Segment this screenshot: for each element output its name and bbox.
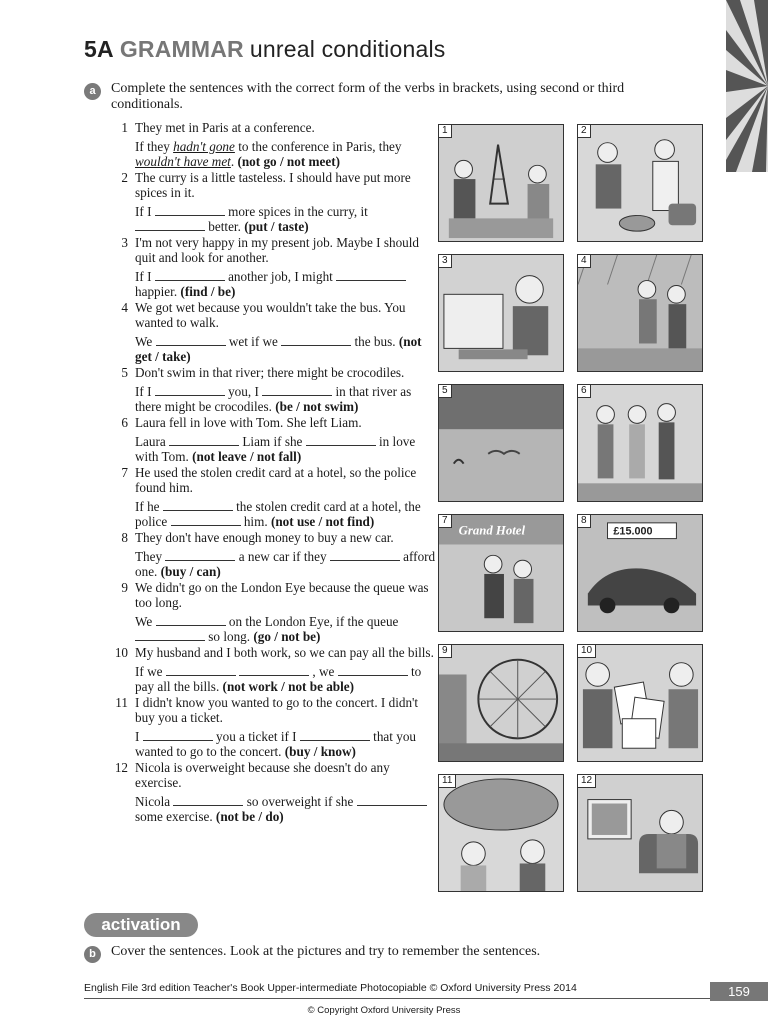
illustration	[439, 775, 563, 891]
item-prompt: If he the stolen credit card at a hotel, the police him. (not use / not find)	[135, 499, 421, 529]
answer-blank[interactable]	[155, 204, 225, 216]
answer-2: wouldn't have met	[135, 154, 231, 169]
picture-number: 8	[578, 515, 591, 528]
picture-11	[438, 774, 564, 892]
item-number: 3	[121, 235, 128, 250]
exercise-item	[112, 530, 437, 579]
verb-hint: (not go / not meet)	[237, 154, 340, 169]
item-stem: I didn't know you wanted to go to the concert. I didn't buy you a ticket.	[135, 695, 419, 725]
item-prompt: If I you, I in that river as there might be crocodiles. (be / not swim)	[135, 384, 412, 414]
exercise-item	[112, 365, 437, 414]
picture-10	[577, 644, 703, 762]
item-number: 4	[121, 300, 128, 315]
answer-blank[interactable]	[156, 614, 226, 626]
item-stem: We didn't go on the London Eye because the queue was too long.	[135, 580, 429, 610]
item-number: 7	[121, 465, 128, 480]
item-number: 11	[115, 695, 128, 710]
answer-blank[interactable]	[163, 499, 233, 511]
answer-blank[interactable]	[135, 219, 205, 231]
exercise-a-instruction: Complete the sentences with the correct form of the verbs in brackets, using second or third conditionals.	[111, 81, 625, 112]
book-title: English File 3rd edition Teacher's Book Upper-intermediate	[84, 982, 358, 994]
item-number: 8	[121, 530, 128, 545]
verb-hint: (not use / not find)	[270, 514, 375, 529]
item-number: 5	[121, 365, 128, 380]
item-number: 1	[121, 120, 128, 135]
corner-sunburst-decoration	[726, 0, 768, 172]
footer-rule	[84, 998, 768, 999]
answer-blank[interactable]	[156, 334, 226, 346]
verb-hint: (be / not swim)	[275, 399, 359, 414]
answer-blank[interactable]	[338, 664, 408, 676]
answer-blank[interactable]	[135, 629, 205, 641]
item-stem: My husband and I both work, so we can pay all the bills.	[135, 645, 434, 660]
copyright-line: © Copyright Oxford University Press	[307, 1005, 461, 1016]
item-stem: Don't swim in that river; there might be crocodiles.	[135, 365, 405, 380]
answer-blank[interactable]	[330, 549, 400, 561]
exercise-a-badge: a	[84, 83, 101, 100]
verb-hint: (not work / not be able)	[222, 679, 355, 694]
item-stem: They don't have enough money to buy a new car.	[135, 530, 394, 545]
item-stem: Nicola is overweight because she doesn't do any exercise.	[135, 760, 390, 790]
picture-number: 6	[578, 385, 591, 398]
item-stem: Laura fell in love with Tom. She left Liam.	[135, 415, 362, 430]
picture-9	[438, 644, 564, 762]
verb-hint: (buy / can)	[160, 564, 221, 579]
verb-hint: (not leave / not fall)	[192, 449, 302, 464]
illustration	[439, 645, 563, 761]
item-number: 9	[121, 580, 128, 595]
answer-blank[interactable]	[155, 384, 225, 396]
picture-3	[438, 254, 564, 372]
illustration	[578, 645, 702, 761]
exercise-list	[112, 120, 437, 825]
answer-1: hadn't gone	[173, 139, 235, 154]
item-prompt: If I another job, I might happier. (find / be)	[135, 269, 437, 299]
picture-number: 10	[578, 645, 596, 658]
footer-credit	[84, 982, 577, 994]
illustration	[439, 255, 563, 371]
illustration	[578, 515, 702, 631]
section-label: GRAMMAR	[119, 36, 244, 62]
picture-number: 4	[578, 255, 591, 268]
exercise-item	[112, 300, 437, 364]
picture-4	[577, 254, 703, 372]
exercise-item	[112, 695, 437, 759]
item-prompt: Nicola so overweight if she some exercise. (not be / do)	[135, 794, 437, 824]
answer-blank[interactable]	[155, 269, 225, 281]
unit-code: 5A	[84, 36, 114, 62]
item-prompt: We on the London Eye, if the queue so long. (go / not be)	[135, 614, 399, 644]
verb-hint: (buy / know)	[284, 744, 356, 759]
illustration	[578, 255, 702, 371]
illustration	[578, 385, 702, 501]
picture-6	[577, 384, 703, 502]
answer-blank[interactable]	[165, 549, 235, 561]
picture-number: 12	[578, 775, 596, 788]
page-number: 159	[710, 982, 768, 1001]
exercise-item	[112, 760, 437, 824]
answer-blank[interactable]	[171, 514, 241, 526]
verb-hint: (put / taste)	[244, 219, 309, 234]
exercise-b-instruction: Cover the sentences. Look at the pictures and try to remember the sentences.	[111, 944, 541, 959]
item-stem: They met in Paris at a conference.	[135, 120, 315, 135]
item-prompt: They a new car if they afford one. (buy / can)	[135, 549, 436, 579]
item-prompt: If we , we to pay all the bills. (not work / not be able)	[135, 664, 422, 694]
illustration	[578, 125, 702, 241]
item-number: 10	[114, 645, 128, 660]
exercise-item	[112, 170, 437, 234]
exercise-item	[112, 235, 437, 299]
verb-hint: (go / not be)	[253, 629, 321, 644]
picture-number: 5	[439, 385, 452, 398]
picture-12	[577, 774, 703, 892]
picture-number: 11	[439, 775, 456, 788]
verb-hint: (not be / do)	[215, 809, 284, 824]
answer-blank[interactable]	[239, 664, 309, 676]
exercise-item	[112, 645, 437, 694]
topic-title: unreal conditionals	[249, 36, 446, 62]
picture-number: 7	[439, 515, 452, 528]
answer-blank[interactable]	[262, 384, 332, 396]
answer-blank[interactable]	[173, 794, 243, 806]
verb-hint: (find / be)	[180, 284, 236, 299]
exercise-item	[112, 120, 437, 169]
picture-number: 9	[439, 645, 452, 658]
picture-1	[438, 124, 564, 242]
picture-number: 1	[439, 125, 452, 138]
item-stem: I'm not very happy in my present job. Maybe I should quit and look for another.	[135, 235, 420, 265]
item-prompt: If I more spices in the curry, it better. (put / taste)	[135, 204, 368, 234]
item-number: 12	[114, 760, 128, 775]
picture-7	[438, 514, 564, 632]
answer-blank[interactable]	[306, 434, 376, 446]
answer-blank[interactable]	[281, 334, 351, 346]
answer-blank[interactable]	[336, 269, 406, 281]
hotel-sign-text: Grand Hotel	[458, 523, 526, 538]
answer-blank[interactable]	[300, 729, 370, 741]
exercise-b-badge: b	[84, 946, 101, 963]
answer-blank[interactable]	[143, 729, 213, 741]
item-stem: The curry is a little tasteless. I should have put more spices in it.	[135, 170, 411, 200]
picture-number: 2	[578, 125, 591, 138]
exercise-item	[112, 465, 437, 529]
item-number: 6	[121, 415, 128, 430]
answer-blank[interactable]	[166, 664, 236, 676]
item-number: 2	[121, 170, 128, 185]
verb-hint: (not get / take)	[135, 334, 422, 364]
picture-5	[438, 384, 564, 502]
answer-blank[interactable]	[169, 434, 239, 446]
picture-8	[577, 514, 703, 632]
price-sign-text: £15.000	[613, 525, 653, 538]
picture-number: 3	[439, 255, 452, 268]
activation-heading: activation	[84, 913, 198, 937]
item-prompt: Laura Liam if she in love with Tom. (not leave / not fall)	[135, 434, 416, 464]
exercise-item	[112, 415, 437, 464]
picture-2	[577, 124, 703, 242]
page-title	[84, 36, 445, 63]
answer-blank[interactable]	[357, 794, 427, 806]
item-stem: He used the stolen credit card at a hotel, so the police found him.	[135, 465, 417, 495]
illustration	[439, 385, 563, 501]
exercise-item	[112, 580, 437, 644]
item-prompt: If they hadn't gone to the conference in Paris, they wouldn't have met. (not go / not meet)	[135, 139, 402, 169]
illustration	[439, 125, 563, 241]
photocopiable-note: Photocopiable © Oxford University Press 2014	[360, 982, 577, 994]
item-stem: We got wet because you wouldn't take the bus. You wanted to walk.	[135, 300, 406, 330]
illustration	[439, 515, 563, 631]
item-prompt: We wet if we the bus. (not get / take)	[135, 334, 422, 364]
illustration	[578, 775, 702, 891]
item-prompt: I you a ticket if I that you wanted to go to the concert. (buy / know)	[135, 729, 417, 759]
